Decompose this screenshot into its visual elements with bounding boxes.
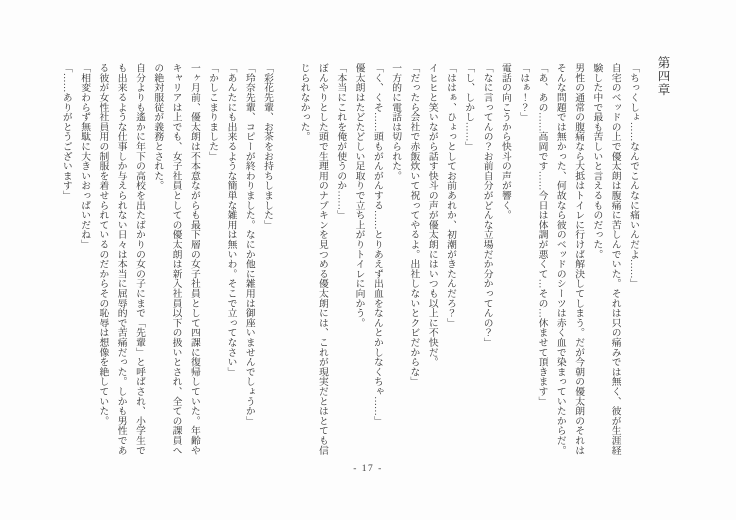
text-line: 「玲奈先輩、コピーが終わりました。なにか他に雑用は御座いませんでしょうか」 xyxy=(243,63,255,426)
text-line: じられなかった。 xyxy=(298,63,310,142)
text-line: 「く、くそ……頭もがんがんする……とりあえず出血をなんとかしなくちゃ……」 xyxy=(371,63,383,426)
text-line: 「だったら会社で赤飯炊いて祝ってやるよ。出社しないとクビだからな」 xyxy=(408,63,420,387)
text-line: 「本当にこれを俺が使うのか……」 xyxy=(335,63,347,220)
text-line: 一ヶ月前、優太朗は不本意ながらも最下層の女子社員として四課に復帰していた。年齢や xyxy=(188,63,200,455)
text-line: も出来るような仕事しか与えられない日々は本当に屈辱的で苦痛だった。しかも男性であ xyxy=(115,63,127,455)
text-line: 自宅のベッドの上で優太朗は腹痛に苦しんでいた。それは只の痛みでは無く、彼が生涯経 xyxy=(609,63,621,455)
text-line: 「し、しかし……」 xyxy=(463,63,475,152)
text-line: 電話の向こうから快斗の声が響く。 xyxy=(499,63,511,220)
text-line: 自分よりも遙かに年下の高校を出たばかりの女の子にまで「先輩」と呼ばされ、小学生で xyxy=(133,63,145,455)
text-line: キャリアは上でも、女子社員としての優太朗は新入社員以下の扱いとされ、全ての課員へ xyxy=(170,63,182,455)
text-line: 「相変わらず無駄に大きいおっぱいだね」 xyxy=(79,63,91,250)
text-line: 「なに言ってんの？お前自分がどんな立場だか分かってんの？」 xyxy=(481,63,493,348)
text-line: 「はぁ！？」 xyxy=(518,63,530,122)
text-line: 「ちっくしょ……なんでこんなに痛いんだよ……」 xyxy=(628,63,639,289)
text-line: イヒヒと笑いながら話す快斗の声が優太朗にはいつも以上に不快だ。 xyxy=(426,63,438,367)
text-line: そんな問題では無かった、何故なら彼のベッドのシーツは赤く血で染まっていたからだ。 xyxy=(554,63,566,455)
text-line: の絶対服従が義務とされた。 xyxy=(152,63,164,191)
text-line: 「あんたにも出来るような簡単な雑用は無いわ。そこで立ってなさい」 xyxy=(225,63,237,377)
text-line: 「彩花先輩、お茶をお持ちしました」 xyxy=(262,63,274,230)
text-line: 「あ、あの……高岡です……今日は体調が悪くて…その…休ませて頂きます」 xyxy=(536,63,548,406)
text-line: 優太朗はたどたどしい足取りで立ち上がりトイレに向かう。 xyxy=(353,63,365,328)
text-line: る彼が女性社員用の制服を着せられているのだからその恥辱は想像を絶していた。 xyxy=(97,63,109,426)
page-number: - 17 - xyxy=(353,464,383,474)
text-line: 「かしこまりました」 xyxy=(207,63,219,161)
text-line: ぼんやりとした頭で生理用のナプキンを見つめる優太朗には、これが現実だとはとても信 xyxy=(316,63,328,455)
body-text xyxy=(57,63,643,473)
chapter-heading: 第四章 xyxy=(656,56,670,97)
text-line: 男性の通常の腹痛なら大抵はトイレに行けば解決してしまう。だが今朝の優太朗のそれは xyxy=(573,63,585,455)
text-line: 験した中で最も苦しいと言えるものだった。 xyxy=(591,63,603,259)
text-line: 「……ありがとうございます」 xyxy=(60,63,72,201)
text-line: 一方的に電話は切られた。 xyxy=(390,63,402,181)
text-line: 「ははぁ、ひょっとしてお前あれか、初潮がきたんだろ？」 xyxy=(445,63,457,328)
